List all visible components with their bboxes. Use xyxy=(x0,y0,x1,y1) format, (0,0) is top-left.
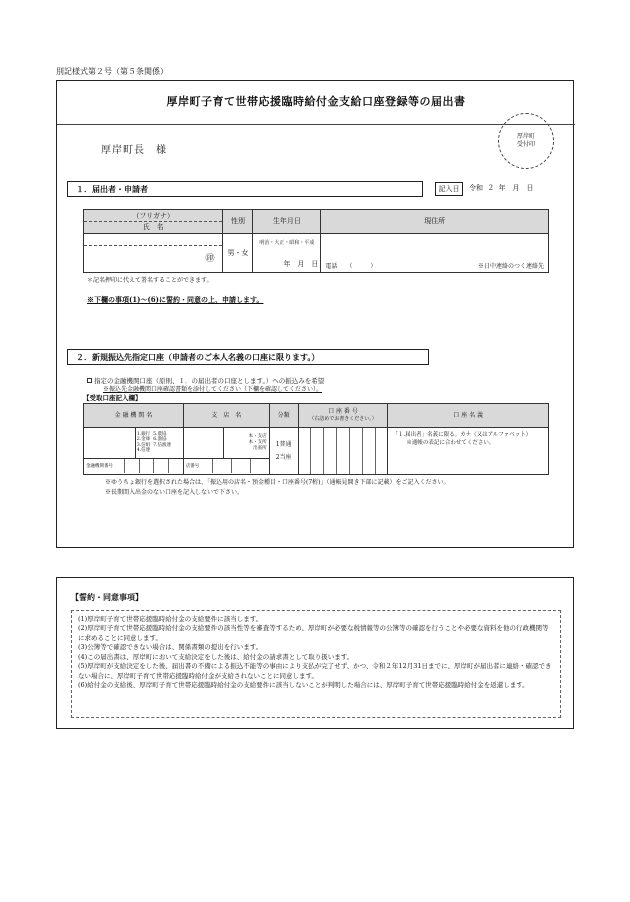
phone-label: 電話 xyxy=(325,262,338,270)
phone-field[interactable] xyxy=(325,263,376,271)
pledge-item-3: (3)公簿等で確認できない場合は、関係書類の提出を行います。 xyxy=(78,643,263,652)
dob-header: 生年月日 xyxy=(253,210,321,234)
section2-heading-text: ２．新規振込先指定口座（申請者のご本人名義の口座に限ります。） xyxy=(76,352,320,362)
class-toza[interactable]: 2当座 xyxy=(275,454,292,461)
name-header-cell xyxy=(84,210,223,234)
branch-type-honshisho[interactable]: 本・支所 xyxy=(248,439,267,445)
name-input-cell[interactable] xyxy=(84,234,223,273)
bank-name-header: 金 融 機 関 名 xyxy=(84,404,184,428)
date-label: 記入日 xyxy=(435,182,463,196)
pledge-item-2: (2)厚岸町子育て世帯応援臨時給付金の支給要件の該当性等を審査等するため、厚岸町が必要な税情報等の公簿等の確認を行うことや必要な資料を他の行政機関等に求めることに同意します。 xyxy=(78,624,549,642)
applicant-table xyxy=(83,209,549,273)
digit-box[interactable] xyxy=(231,459,250,473)
branch-name-header: 支 店 名 xyxy=(183,404,269,428)
bank-type-kinko[interactable]: 2.金庫 xyxy=(136,437,151,443)
digit-box[interactable] xyxy=(153,459,168,473)
section1-heading xyxy=(67,181,423,197)
reception-stamp-area xyxy=(498,113,554,169)
transfer-option-checkbox[interactable] xyxy=(87,378,92,383)
account-number-title: 口 座 番 号 xyxy=(328,408,358,416)
address-input[interactable] xyxy=(321,234,549,273)
account-class-options[interactable] xyxy=(269,428,298,475)
bank-type-shinkumi[interactable]: 3.信組 xyxy=(136,442,151,448)
pledge-title: 【誓約・同意事項】 xyxy=(71,592,143,602)
stamp-line-2: 受付印 xyxy=(516,141,535,148)
branch-type-honshiten[interactable]: 本・支店 xyxy=(248,434,267,440)
class-futsu[interactable]: 1普通 xyxy=(275,440,292,448)
digit-box[interactable] xyxy=(349,428,362,474)
account-entry-label: 【受取口座記入欄】 xyxy=(83,394,142,402)
account-number-input[interactable] xyxy=(298,428,388,475)
digit-box[interactable] xyxy=(362,428,375,474)
furigana-input[interactable] xyxy=(84,234,222,246)
phone-paren: （ ） xyxy=(349,262,377,270)
bank-code-cell[interactable] xyxy=(84,458,184,474)
digit-box[interactable] xyxy=(168,459,183,473)
holder-note-1: 「１.届出者」名義に限る。カナ（又はアルファベット） xyxy=(392,432,532,438)
bank-type-shinren[interactable]: 4.信連 xyxy=(136,448,151,454)
pledge-item-5: (5)厚岸町が支給決定をした後、届出書の不備による振込不能等の事由により支払が完了せず、かつ、令和２年12月31日までに、厚岸町が届出者に連絡・確認できない場合に、厚岸町子育て世帯応援臨時給付金が支給されないことに同意します。 xyxy=(78,662,552,680)
pledge-consent-box xyxy=(56,577,574,729)
seal-mark: ㊞ xyxy=(205,254,215,264)
sign-note: ＊記名押印に代えて署名することができます。 xyxy=(87,277,213,284)
bank-type-shingyoren[interactable]: 7.信漁連 xyxy=(153,442,171,448)
bank-type-nokyo[interactable]: 5.農協 xyxy=(153,431,167,437)
digit-box[interactable] xyxy=(299,428,311,474)
era-options[interactable]: 明治・大正・昭和・平成 xyxy=(259,240,315,246)
section2-heading xyxy=(67,349,429,365)
phone-row xyxy=(325,263,544,271)
bank-type-gyokyo[interactable]: 6.漁協 xyxy=(153,437,167,443)
addressee: 厚岸町長 様 xyxy=(101,145,167,156)
yucho-note: ※ゆうちょ銀行を選択された場合は、「振込用の店名・預金種目・口座番号(7桁)」（通帳見開き下部に記載）をご記入ください。 xyxy=(105,479,450,486)
digit-box[interactable] xyxy=(139,459,154,473)
account-number-sub: （右詰めでお書きください。） xyxy=(309,416,377,423)
dob-value: 年 月 日 xyxy=(283,260,319,269)
account-digit-boxes[interactable] xyxy=(299,428,388,474)
bank-name-input[interactable] xyxy=(84,428,136,459)
name-input[interactable] xyxy=(84,246,222,272)
pledge-item-4: (4)この届出書は、厚岸町において支給決定をした後は、給付金の請求書として取り扱います。 xyxy=(78,652,354,661)
pledge-item-1: (1)厚岸町子育て世帯応援臨時給付金の支給要件に該当します。 xyxy=(78,615,263,623)
pledge-instruction: ※下欄の事項(1)～(6)に誓約・同意の上、申請します。 xyxy=(87,295,264,304)
account-holder-header: 口 座 名 義 xyxy=(388,404,549,428)
pledge-items xyxy=(71,610,561,718)
account-holder-input[interactable] xyxy=(388,428,549,475)
furigana-label: （フリガナ） xyxy=(84,211,222,222)
address-header: 現住所 xyxy=(321,210,549,234)
account-number-header xyxy=(298,404,388,428)
digit-box[interactable] xyxy=(323,428,336,474)
name-label: 氏 名 xyxy=(142,222,164,231)
bank-code-label: 金融機関番号 xyxy=(86,463,113,469)
branch-name-input[interactable] xyxy=(183,428,223,459)
digit-box[interactable] xyxy=(375,428,388,474)
title-divider xyxy=(57,124,575,125)
branch-type-shuchojo[interactable]: 出張所 xyxy=(253,445,267,451)
stamp-line-1: 厚岸町 xyxy=(516,132,535,140)
digit-box[interactable] xyxy=(213,459,231,473)
transfer-option-note: ※振込先金融機関口座確認書類を添付してください（下欄を確認してください）。 xyxy=(103,386,323,393)
date-field[interactable]: 令和 ２ 年 月 日 xyxy=(469,184,534,192)
digit-box[interactable] xyxy=(336,428,349,474)
bank-code-boxes[interactable] xyxy=(124,459,183,473)
class-header: 分類 xyxy=(269,404,298,428)
holder-note-2: ※通帳の表記に合わせてください。 xyxy=(406,440,495,447)
transfer-option[interactable] xyxy=(87,377,324,385)
dob-input[interactable] xyxy=(253,234,321,273)
form-number-label: 別記様式第２号（第５条関係） xyxy=(56,67,168,76)
section1-heading-text: １．届出者・申請者 xyxy=(76,184,148,194)
digit-box[interactable] xyxy=(250,459,269,473)
digit-box[interactable] xyxy=(310,428,323,474)
branch-code-cell[interactable] xyxy=(183,458,269,474)
pledge-item-6: (6)給付金の支給後、厚岸町子育て世帯応援臨時給付金の支給要件に該当しないことが判明した場合には、厚岸町子育て世帯応援臨時給付金を返還します。 xyxy=(78,680,529,689)
bank-type-bank[interactable]: 1.銀行 xyxy=(136,431,151,437)
transfer-option-text: 指定の金融機関口座（原則、１．の届出者の口座とします。）への振込みを希望 xyxy=(94,377,325,385)
branch-code-label: 店番号 xyxy=(185,463,200,469)
form-title: 厚岸町子育て世帯応援臨時給付金支給口座登録等の届出書 xyxy=(166,95,466,108)
branch-code-boxes[interactable] xyxy=(212,459,269,473)
branch-type-options[interactable] xyxy=(223,428,269,459)
phone-note: ※日中連絡のつく連絡先 xyxy=(477,262,544,270)
bank-type-options[interactable] xyxy=(135,428,183,459)
gender-header: 性別 xyxy=(223,210,253,234)
bank-account-table xyxy=(83,403,549,475)
dormant-account-note: ※長期間入出金のない口座を記入しないで下さい。 xyxy=(105,489,244,496)
application-form-box xyxy=(56,80,574,548)
digit-box[interactable] xyxy=(125,459,139,473)
gender-select[interactable]: 男・女 xyxy=(223,234,253,273)
